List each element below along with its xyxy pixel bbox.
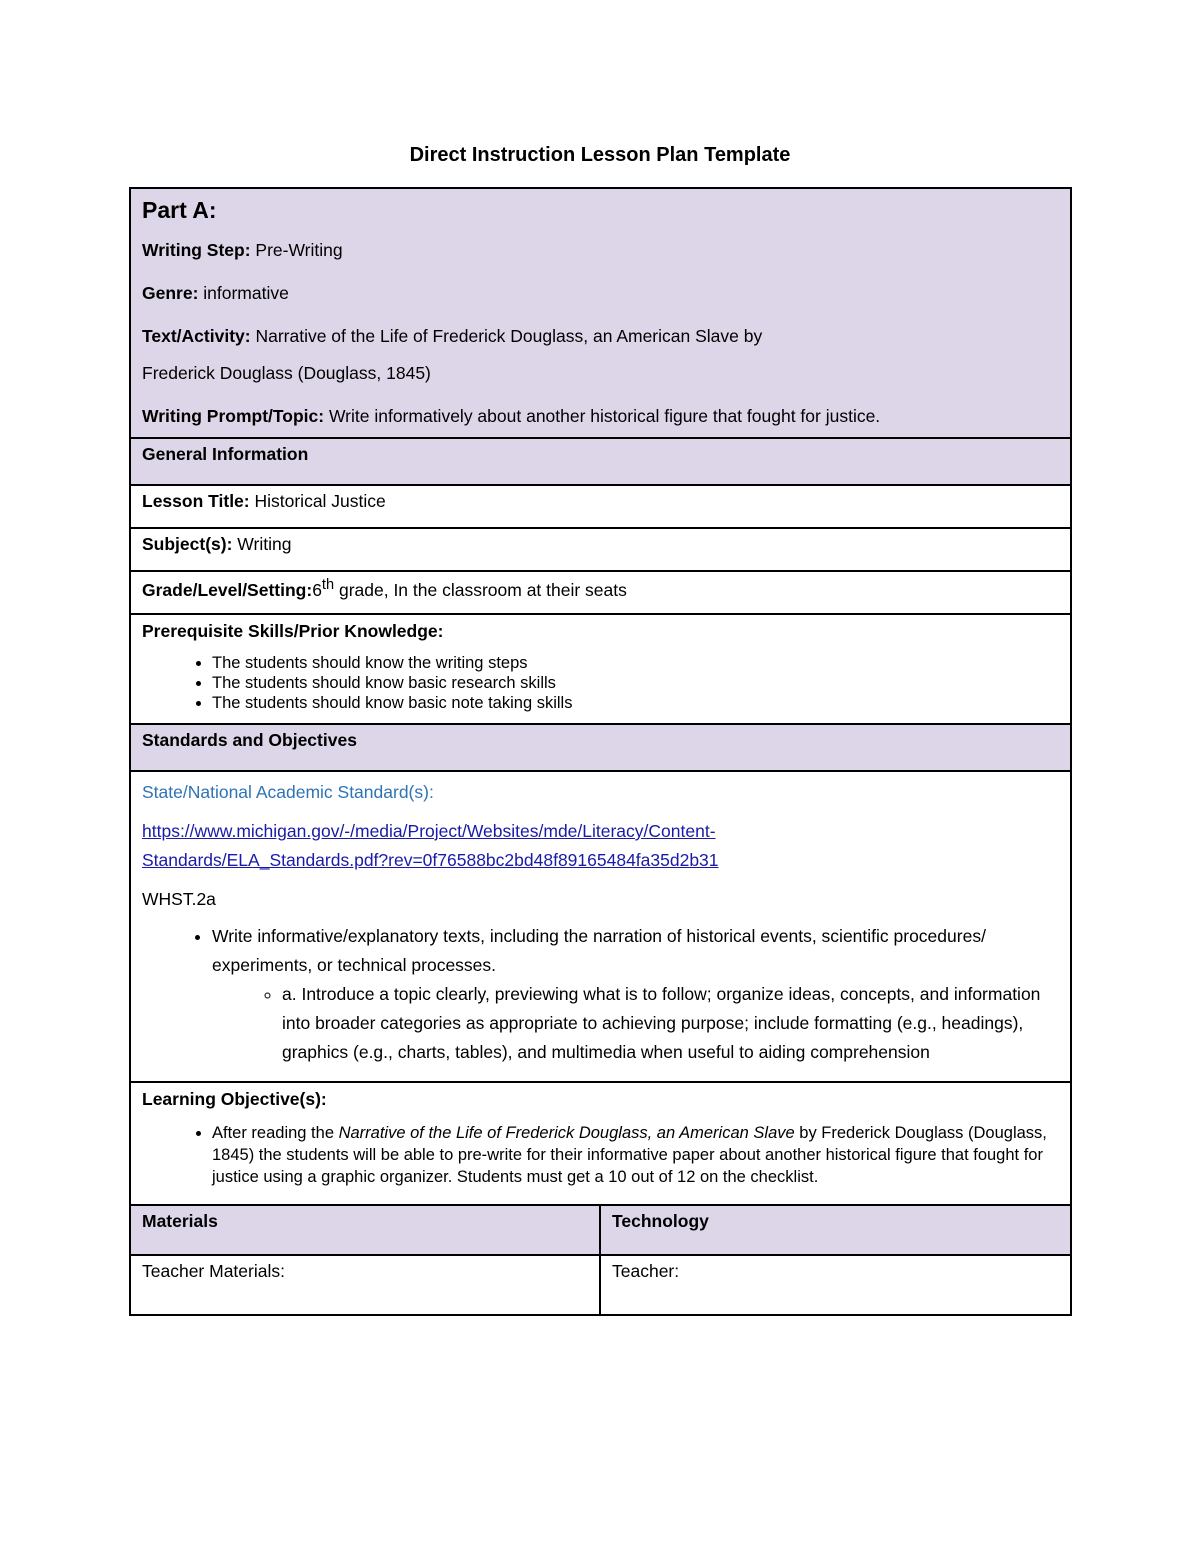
materials-tech-header-row: [130, 1205, 1071, 1255]
objectives-cell: [130, 1082, 1071, 1205]
standards-sublist: [212, 980, 1059, 1067]
materials-heading: Materials: [130, 1205, 600, 1255]
part-a-heading: Part A:: [142, 197, 217, 223]
standards-list: [142, 922, 1059, 1067]
part-a-cell: [130, 188, 1071, 438]
prereq-cell: [130, 614, 1071, 724]
materials-tech-row: [130, 1255, 1071, 1315]
prereq-list: [142, 654, 1059, 713]
teacher-technology: Teacher:: [600, 1255, 1071, 1315]
teacher-materials: Teacher Materials:: [130, 1255, 600, 1315]
standards-cell: [130, 771, 1071, 1082]
lesson-title: Lesson Title: Historical Justice: [130, 485, 1071, 528]
text-activity-cont: Frederick Douglass (Douglass, 1845): [142, 363, 431, 383]
standard-code: WHST.2a: [142, 889, 216, 909]
list-item: • The students should know basic research skills: [212, 674, 1059, 693]
writing-prompt: Writing Prompt/Topic: Write informatively about another historical figure that fought for justice.: [142, 406, 881, 426]
list-item: • The students should know the writing steps: [212, 654, 1059, 673]
list-item: • Write informative/explanatory texts, including the narration of historical events, scientific procedures/ experiments, or technical processes. ◦ a. Introduce a topic clearly, previewing what is to follow; organize ideas, concepts, and information into broader categories as appropriate to achieving purpose; include formatting (e.g., headings), graphics (e.g., charts, tables), and multimedia when useful to aiding comprehension: [212, 922, 1059, 1067]
writing-step: Writing Step: Pre-Writing: [142, 240, 343, 260]
objectives-row: [130, 1082, 1071, 1205]
objectives-list: [142, 1122, 1059, 1188]
genre: Genre: informative: [142, 283, 289, 303]
lesson-title-row: [130, 485, 1071, 528]
standards-header-row: [130, 724, 1071, 771]
grade-level-setting: Grade/Level/Setting:6th grade, In the classroom at their seats: [130, 571, 1071, 614]
state-standard-label: State/National Academic Standard(s):: [142, 782, 434, 802]
list-item: ◦ a. Introduce a topic clearly, previewing what is to follow; organize ideas, concepts, and information into broader categories as appropriate to achieving purpose; include formatting (e.g., headings), graphics (e.g., charts, tables), and multimedia when useful to aiding comprehension: [282, 980, 1059, 1067]
page-title: Direct Instruction Lesson Plan Template: [409, 144, 791, 166]
grade-row: [130, 571, 1071, 614]
standards-link[interactable]: https://www.michigan.gov/-/media/Project/Websites/mde/Literacy/Content- Standards/ELA_Standards.pdf?rev=0f76588bc2bd48f89165484fa35d2b31: [142, 821, 719, 870]
subjects-row: [130, 528, 1071, 571]
text-activity: Text/Activity: Narrative of the Life of Frederick Douglass, an American Slave by: [142, 326, 763, 346]
technology-heading: Technology: [600, 1205, 1071, 1255]
standards-row: [130, 771, 1071, 1082]
general-info-heading: General Information: [130, 438, 1071, 485]
prereq-label: Prerequisite Skills/Prior Knowledge:: [142, 621, 444, 641]
standards-heading: Standards and Objectives: [130, 724, 1071, 771]
list-item: • The students should know basic note taking skills: [212, 694, 1059, 713]
objectives-label: Learning Objective(s):: [142, 1089, 327, 1109]
part-a-row: [130, 188, 1071, 438]
lesson-plan-table: [129, 187, 1072, 1316]
subjects: Subject(s): Writing: [130, 528, 1071, 571]
prereq-row: [130, 614, 1071, 724]
general-info-header-row: [130, 438, 1071, 485]
list-item: • After reading the Narrative of the Life of Frederick Douglass, an American Slave by Frederick Douglass (Douglass, 1845) the students will be able to pre-write for their informative paper about another historical figure that fought for justice using a graphic organizer. Students must get a 10 out of 12 on the checklist.: [212, 1122, 1059, 1188]
